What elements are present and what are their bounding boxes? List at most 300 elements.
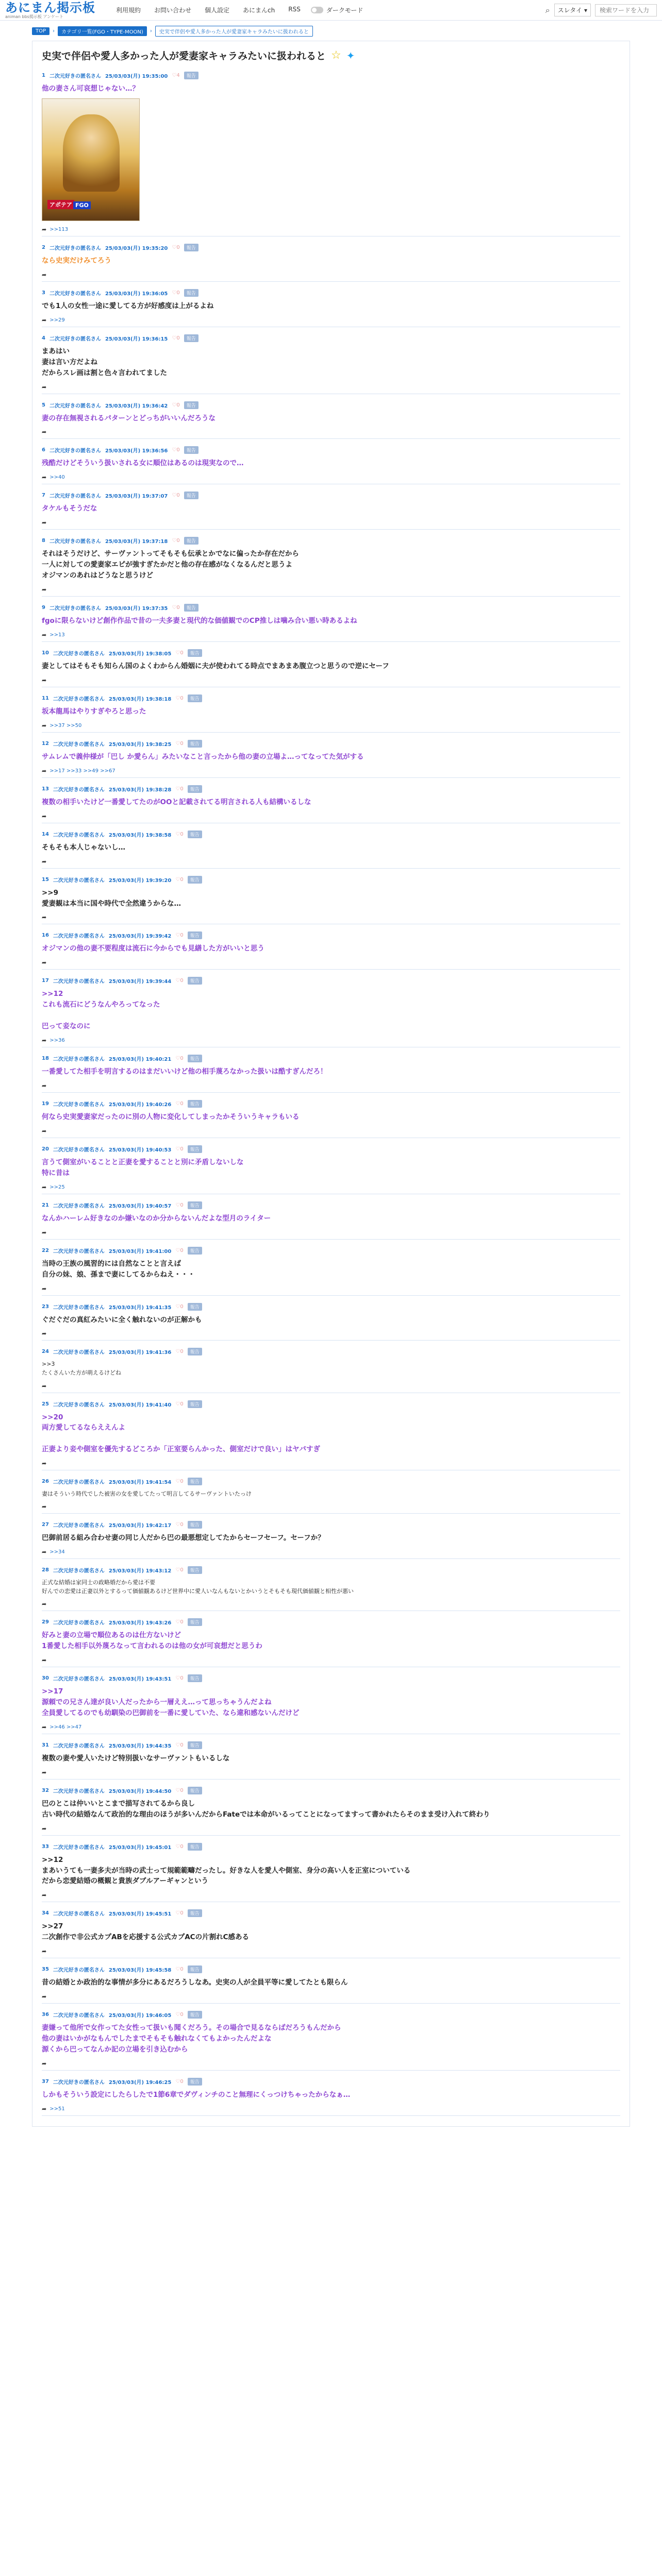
- post-body: >>12 これも流石にどうなんやろってなった 巴って妾なのに: [42, 990, 160, 1031]
- heart-icon: ♡: [175, 1247, 180, 1253]
- reply-line: [42, 813, 620, 820]
- post-number[interactable]: 27: [42, 1522, 49, 1528]
- report-button[interactable]: 報告: [188, 1521, 202, 1529]
- post-number[interactable]: 22: [42, 1247, 49, 1253]
- post: [42, 690, 620, 733]
- good-button[interactable]: [175, 1675, 183, 1681]
- post-number[interactable]: 17: [42, 978, 49, 984]
- post-number[interactable]: 13: [42, 786, 49, 792]
- good-button[interactable]: [175, 1401, 183, 1407]
- reply-icon[interactable]: ➦: [42, 676, 47, 684]
- reply-icon[interactable]: ➦: [42, 1460, 47, 1467]
- reply-icon[interactable]: ➦: [42, 429, 47, 436]
- post-date: 25/03/03(月) 19:45:01: [108, 1844, 172, 1851]
- report-button[interactable]: 報告: [184, 401, 198, 409]
- reply-anchors[interactable]: >>113: [49, 226, 69, 232]
- post-body: 言うて側室がいることと正妻を愛することと別に矛盾しないしな 特に昔は: [42, 1158, 244, 1177]
- post-number[interactable]: 34: [42, 1910, 49, 1917]
- good-count: 0: [180, 831, 184, 837]
- post-number[interactable]: 10: [42, 650, 49, 656]
- post-number[interactable]: 20: [42, 1146, 49, 1152]
- logo-subtext: animan bbs掲示板 アンケート: [5, 14, 63, 19]
- post: [42, 1050, 620, 1093]
- dark-mode-toggle[interactable]: [311, 6, 363, 14]
- report-button[interactable]: 報告: [188, 1348, 202, 1355]
- reply-icon[interactable]: ➦: [42, 1948, 47, 1955]
- post-number[interactable]: 8: [42, 538, 45, 544]
- search-input[interactable]: [595, 4, 657, 16]
- report-button[interactable]: 報告: [188, 1303, 202, 1311]
- post-author: 二次元好きの匿名さん: [53, 1304, 105, 1311]
- post: [42, 2007, 620, 2071]
- reply-icon[interactable]: ➦: [42, 1229, 47, 1236]
- good-button[interactable]: [175, 832, 183, 837]
- chevron-down-icon: ▾: [584, 6, 587, 14]
- post-author: 二次元好きの匿名さん: [49, 606, 101, 612]
- good-button[interactable]: [175, 877, 183, 883]
- reply-line: [42, 2060, 620, 2067]
- post-number[interactable]: 12: [42, 740, 49, 747]
- post-date: 25/03/03(月) 19:41:00: [108, 1248, 172, 1255]
- heart-icon: ♡: [175, 1349, 180, 1355]
- report-button[interactable]: 報告: [184, 244, 198, 251]
- post-author: 二次元好きの匿名さん: [53, 1147, 105, 1153]
- good-count: 0: [180, 1401, 184, 1407]
- good-button[interactable]: [175, 1056, 183, 1061]
- good-button[interactable]: [175, 1619, 183, 1625]
- reply-line: [42, 1383, 620, 1389]
- report-button[interactable]: 報告: [188, 2078, 202, 2086]
- reply-icon[interactable]: ➦: [42, 722, 47, 729]
- heart-icon: ♡: [175, 1303, 180, 1310]
- post-body: 何なら史実愛妻家だったのに別の人物に変化してしまったかそういうキャラもいる: [42, 1112, 300, 1121]
- reply-anchors[interactable]: >>29: [49, 317, 65, 323]
- post-body: 妻はそういう時代でした被害の女を愛してたって明言してるサーヴァントいたっけ: [42, 1490, 252, 1498]
- post-author: 二次元好きの匿名さん: [49, 539, 101, 545]
- report-button[interactable]: 報告: [188, 1566, 202, 1574]
- post-author: 二次元好きの匿名さん: [49, 336, 101, 342]
- reply-anchors[interactable]: >>40: [49, 474, 65, 481]
- reply-icon[interactable]: ➦: [42, 2060, 47, 2067]
- post-header: [42, 1521, 620, 1529]
- post-body: ぐだぐだの真紅みたいに全く触れないのが正解かも: [42, 1315, 202, 1324]
- reply-line: [42, 317, 620, 324]
- reply-icon[interactable]: ➦: [42, 959, 47, 967]
- reply-icon[interactable]: ➦: [42, 1127, 47, 1134]
- report-button[interactable]: 報告: [188, 2011, 202, 2019]
- report-button[interactable]: 報告: [184, 446, 198, 454]
- report-button[interactable]: 報告: [188, 694, 202, 702]
- reply-icon[interactable]: ➦: [42, 1503, 47, 1511]
- report-button[interactable]: 報告: [188, 1247, 202, 1255]
- post-number[interactable]: 7: [42, 493, 45, 499]
- report-button[interactable]: 報告: [184, 289, 198, 297]
- heart-icon: ♡: [172, 493, 177, 499]
- post-header: [42, 492, 620, 499]
- heart-icon: ♡: [175, 933, 180, 939]
- post-number[interactable]: 9: [42, 605, 45, 611]
- post-number[interactable]: 21: [42, 1202, 49, 1208]
- reply-line: [42, 1657, 620, 1664]
- post-number[interactable]: 23: [42, 1303, 49, 1310]
- report-button[interactable]: 報告: [188, 977, 202, 985]
- site-logo[interactable]: [5, 2, 95, 19]
- good-button[interactable]: [172, 290, 179, 296]
- reply-line: [42, 959, 620, 966]
- reply-icon[interactable]: ➦: [42, 1601, 47, 1608]
- post-header: [42, 1674, 620, 1682]
- post-number[interactable]: 2: [42, 244, 45, 250]
- report-button[interactable]: 報告: [184, 334, 198, 342]
- report-button[interactable]: 報告: [184, 537, 198, 545]
- good-count: 0: [180, 1619, 184, 1625]
- post-header: [42, 446, 620, 454]
- post-date: 25/03/03(月) 19:40:21: [108, 1057, 172, 1063]
- post-author: 二次元好きの匿名さん: [53, 741, 105, 748]
- heart-icon: ♡: [172, 538, 177, 544]
- reply-line: [42, 632, 620, 638]
- good-button[interactable]: [172, 335, 179, 341]
- good-button[interactable]: [175, 1788, 183, 1793]
- post-header: [42, 1566, 620, 1574]
- reply-icon[interactable]: ➦: [42, 1723, 47, 1731]
- post-number[interactable]: 35: [42, 1967, 49, 1973]
- post-number[interactable]: 28: [42, 1567, 49, 1573]
- post-author: 二次元好きの匿名さん: [53, 1788, 105, 1794]
- report-button[interactable]: 報告: [188, 1100, 202, 1108]
- report-button[interactable]: 報告: [188, 1618, 202, 1626]
- report-button[interactable]: 報告: [188, 1055, 202, 1062]
- post-header: [42, 1618, 620, 1626]
- post-number[interactable]: 31: [42, 1742, 49, 1748]
- post-author: 二次元好きの匿名さん: [53, 934, 105, 940]
- post-header: [42, 740, 620, 748]
- post-body: なら史実だけみてろう: [42, 256, 111, 265]
- post: [42, 1299, 620, 1341]
- report-button[interactable]: 報告: [188, 831, 202, 838]
- post-body: オジマンの他の妻不要程度は流石に今からでも見繕した方がいいと思う: [42, 944, 264, 953]
- post-number[interactable]: 5: [42, 402, 45, 408]
- report-button[interactable]: 報告: [184, 604, 198, 612]
- post-date: 25/03/03(月) 19:36:42: [105, 403, 168, 409]
- post: [42, 442, 620, 484]
- reply-icon[interactable]: ➦: [42, 1769, 47, 1776]
- reply-anchors[interactable]: >>36: [49, 1038, 65, 1044]
- reply-icon[interactable]: ➦: [42, 1330, 47, 1337]
- post-body: 当時の王族の風習的には自然なことと言えば 自分の妹、娘、孫まで妻にしてるからねえ・・・: [42, 1259, 195, 1279]
- reply-icon[interactable]: ➦: [42, 586, 47, 594]
- good-button[interactable]: [175, 741, 183, 747]
- post-date: 25/03/03(月) 19:36:05: [105, 291, 168, 297]
- star-icon[interactable]: ☆: [331, 49, 341, 62]
- good-count: 0: [180, 650, 184, 656]
- report-button[interactable]: 報告: [188, 1741, 202, 1749]
- nav-contact[interactable]: お問い合わせ: [154, 7, 192, 14]
- dark-mode-label: ダークモード: [326, 7, 363, 14]
- report-button[interactable]: 報告: [188, 1787, 202, 1794]
- post-date: 25/03/03(月) 19:38:58: [108, 832, 172, 838]
- reply-icon[interactable]: ➦: [42, 1037, 47, 1044]
- character-figure: [63, 114, 120, 192]
- post-body: 残酷だけどそういう扱いされる女に順位はあるのは現実なので…: [42, 459, 244, 468]
- reply-icon[interactable]: ➦: [42, 1892, 47, 1899]
- reply-icon[interactable]: ➦: [42, 1657, 47, 1664]
- post-image[interactable]: [42, 98, 140, 221]
- twitter-icon[interactable]: ✦: [346, 49, 355, 62]
- post: [42, 1562, 620, 1611]
- post-number[interactable]: 19: [42, 1100, 49, 1107]
- post-header: [42, 2078, 620, 2086]
- post-number[interactable]: 14: [42, 831, 49, 837]
- post-number[interactable]: 37: [42, 2078, 49, 2084]
- report-button[interactable]: 報告: [188, 1965, 202, 1973]
- reply-icon[interactable]: ➦: [42, 1825, 47, 1832]
- heart-icon: ♡: [175, 1967, 180, 1973]
- post-number[interactable]: 1: [42, 73, 45, 78]
- reply-line: [42, 1549, 620, 1555]
- post-date: 25/03/03(月) 19:44:35: [108, 1743, 172, 1749]
- good-button[interactable]: [175, 1202, 183, 1208]
- good-count: 0: [176, 290, 180, 296]
- post-number[interactable]: 33: [42, 1843, 49, 1850]
- reply-icon[interactable]: ➦: [42, 2105, 47, 2112]
- post-body: >>17 源頼での兄さん達が良い人だったから一層ええ…って思っちゃうんだよね 全員愛してるのでも幼馴染の巴御前を一番に愛していた、なら違和感ないんだけど: [42, 1687, 300, 1717]
- report-button[interactable]: 報告: [188, 1909, 202, 1917]
- report-button[interactable]: 報告: [188, 1201, 202, 1209]
- post-number[interactable]: 25: [42, 1401, 49, 1407]
- good-button[interactable]: [175, 978, 183, 984]
- breadcrumb-category[interactable]: カテゴリ一覧(FGO・TYPE-MOON): [58, 26, 147, 36]
- post: [42, 533, 620, 597]
- good-button[interactable]: [175, 1844, 183, 1850]
- post-body: なんかハーレム好きなのか嫌いなのか分からないんだよな型月のライター: [42, 1214, 271, 1223]
- good-button[interactable]: [175, 1304, 183, 1310]
- good-count: 0: [180, 2078, 184, 2084]
- report-button[interactable]: 報告: [188, 740, 202, 748]
- reply-line: [42, 429, 620, 435]
- good-button[interactable]: [172, 402, 179, 408]
- good-count: 0: [180, 695, 184, 701]
- reply-icon[interactable]: ➦: [42, 1082, 47, 1089]
- good-button[interactable]: [175, 2012, 183, 2018]
- heart-icon: ♡: [175, 1843, 180, 1850]
- post-number[interactable]: 15: [42, 876, 49, 883]
- toggle-switch[interactable]: [311, 7, 323, 13]
- reply-icon[interactable]: ➦: [42, 1285, 47, 1292]
- good-button[interactable]: [175, 1248, 183, 1253]
- post-header: [42, 1303, 620, 1311]
- post-number[interactable]: 4: [42, 335, 45, 341]
- good-button[interactable]: [172, 493, 179, 498]
- good-button[interactable]: [175, 1349, 183, 1354]
- reply-line: [42, 1601, 620, 1607]
- nav-rss[interactable]: RSS: [288, 6, 301, 13]
- reply-anchors[interactable]: >>17 >>33 >>49 >>67: [49, 768, 115, 774]
- reply-icon[interactable]: ➦: [42, 474, 47, 481]
- post: [42, 1783, 620, 1836]
- report-button[interactable]: 報告: [188, 1400, 202, 1408]
- post-number[interactable]: 24: [42, 1349, 49, 1355]
- post-body: そもそも本人じゃないし…: [42, 843, 125, 852]
- nav-animanch[interactable]: あにまんch: [243, 7, 275, 14]
- good-button[interactable]: [175, 786, 183, 792]
- post: [42, 1096, 620, 1138]
- reply-icon[interactable]: ➦: [42, 631, 47, 638]
- report-button[interactable]: 報告: [184, 72, 198, 79]
- good-button[interactable]: [172, 73, 179, 78]
- post-body: >>3 たくさんいた方が萌えるけどね: [42, 1361, 121, 1377]
- good-button[interactable]: [172, 245, 179, 250]
- good-button[interactable]: [175, 1522, 183, 1528]
- heart-icon: ♡: [175, 1787, 180, 1793]
- good-button[interactable]: [175, 1479, 183, 1484]
- heart-icon: ♡: [172, 605, 177, 611]
- reply-icon[interactable]: ➦: [42, 1993, 47, 2001]
- reply-icon[interactable]: ➦: [42, 1549, 47, 1556]
- reply-anchors[interactable]: >>34: [49, 1549, 65, 1555]
- good-button[interactable]: [175, 1910, 183, 1916]
- good-count: 0: [180, 1349, 184, 1355]
- reply-icon[interactable]: ➦: [42, 914, 47, 921]
- reply-anchors[interactable]: >>46 >>47: [49, 1724, 82, 1730]
- post-date: 25/03/03(月) 19:38:28: [108, 787, 172, 793]
- report-button[interactable]: 報告: [188, 785, 202, 793]
- report-button[interactable]: 報告: [188, 649, 202, 657]
- heart-icon: ♡: [175, 1567, 180, 1573]
- main-nav: [116, 6, 301, 14]
- post-number[interactable]: 36: [42, 2012, 49, 2018]
- good-button[interactable]: [172, 447, 179, 453]
- post-number[interactable]: 6: [42, 447, 45, 453]
- report-button[interactable]: 報告: [188, 876, 202, 884]
- post-header: [42, 876, 620, 884]
- post-body: まあはい 妻は言い方だよね だからスレ画は割と色々言われてました: [42, 347, 167, 377]
- post-date: 25/03/03(月) 19:40:57: [108, 1203, 172, 1209]
- post-body: 巴のとこは仲いいとこまで描写されてるから良し 古い時代の結婚なんて政治的な理由のほうが多いんだからFateでは本命がいるってことになってますって書かれたらそのまま受け入れて終わり: [42, 1799, 490, 1819]
- good-count: 0: [180, 933, 184, 939]
- post-date: 25/03/03(月) 19:43:12: [108, 1568, 172, 1574]
- good-count: 0: [176, 538, 180, 544]
- post: [42, 600, 620, 642]
- breadcrumb-separator: ›: [150, 28, 152, 34]
- post-header: [42, 1055, 620, 1062]
- post: [42, 397, 620, 439]
- post: [42, 67, 620, 236]
- post-number[interactable]: 18: [42, 1056, 49, 1062]
- good-count: 0: [176, 605, 180, 611]
- reply-icon[interactable]: ➦: [42, 1382, 47, 1389]
- post: [42, 1243, 620, 1296]
- post-date: 25/03/03(月) 19:41:40: [108, 1402, 172, 1408]
- report-button[interactable]: 報告: [188, 1674, 202, 1682]
- post-number[interactable]: 26: [42, 1479, 49, 1485]
- post-number[interactable]: 30: [42, 1675, 49, 1682]
- post-author: 二次元好きの匿名さん: [53, 651, 105, 657]
- post-body: サムレムで義仲様が「巴し か愛らん」みたいなこと言ったから他の妻の立場よ…ってなってた気がする: [42, 752, 364, 761]
- post-number[interactable]: 3: [42, 290, 45, 296]
- report-button[interactable]: 報告: [188, 931, 202, 939]
- good-button[interactable]: [172, 605, 179, 611]
- report-button[interactable]: 報告: [188, 1145, 202, 1153]
- post-author: 二次元好きの匿名さん: [53, 2079, 105, 2086]
- post-date: 25/03/03(月) 19:40:53: [108, 1147, 172, 1153]
- post-body: 妻としてはそもそも知らん国のよくわからん婚姻に夫が使われてる時点でまあまあ腹立つと思うので逆にセーフ: [42, 662, 389, 670]
- reply-icon[interactable]: ➦: [42, 1183, 47, 1191]
- reply-anchors[interactable]: >>13: [49, 632, 65, 638]
- reply-icon[interactable]: ➦: [42, 767, 47, 774]
- heart-icon: ♡: [175, 876, 180, 883]
- good-button[interactable]: [175, 1146, 183, 1152]
- post: [42, 973, 620, 1047]
- reply-icon[interactable]: ➦: [42, 271, 47, 278]
- post: [42, 645, 620, 687]
- good-button[interactable]: [175, 933, 183, 938]
- reply-anchors[interactable]: >>51: [49, 2106, 65, 2112]
- post: [42, 1473, 620, 1514]
- post-author: 二次元好きの匿名さん: [49, 403, 101, 409]
- post-header: [42, 1100, 620, 1108]
- post-author: 二次元好きの匿名さん: [53, 832, 105, 838]
- good-button[interactable]: [175, 650, 183, 656]
- post-author: 二次元好きの匿名さん: [53, 787, 105, 793]
- thread-title-row: [42, 48, 620, 62]
- reply-anchors[interactable]: >>37 >>50: [49, 722, 82, 728]
- reply-icon[interactable]: ➦: [42, 519, 47, 527]
- good-count: 0: [180, 1910, 184, 1917]
- reply-icon[interactable]: ➦: [42, 226, 47, 233]
- post-number[interactable]: 16: [42, 933, 49, 939]
- good-button[interactable]: [175, 1567, 183, 1573]
- nav-terms[interactable]: 利用規約: [116, 7, 141, 14]
- search-icon[interactable]: ⌕: [545, 5, 550, 15]
- good-button[interactable]: [175, 1742, 183, 1748]
- heart-icon: ♡: [175, 1522, 180, 1528]
- post-number[interactable]: 32: [42, 1787, 49, 1793]
- reply-icon[interactable]: ➦: [42, 316, 47, 324]
- post: [42, 1517, 620, 1559]
- breadcrumb-top[interactable]: TOP: [32, 27, 49, 35]
- report-button[interactable]: 報告: [188, 1843, 202, 1851]
- post-author: 二次元好きの匿名さん: [53, 1402, 105, 1408]
- post-date: 25/03/03(月) 19:36:15: [105, 336, 168, 342]
- good-button[interactable]: [175, 2079, 183, 2084]
- post-number[interactable]: 29: [42, 1619, 49, 1625]
- good-button[interactable]: [172, 538, 179, 544]
- reply-icon[interactable]: ➦: [42, 812, 47, 820]
- search-scope-select[interactable]: [554, 4, 591, 16]
- nav-settings[interactable]: 個人設定: [205, 7, 230, 14]
- good-button[interactable]: [175, 696, 183, 701]
- good-button[interactable]: [175, 1101, 183, 1107]
- reply-line: [42, 586, 620, 593]
- heart-icon: ♡: [175, 1056, 180, 1062]
- heart-icon: ♡: [175, 1742, 180, 1748]
- good-count: 0: [180, 1202, 184, 1208]
- good-count: 0: [180, 1522, 184, 1528]
- breadcrumb: [32, 26, 630, 37]
- good-button[interactable]: [175, 1967, 183, 1972]
- post-header: [42, 1247, 620, 1255]
- heart-icon: ♡: [172, 402, 177, 408]
- report-button[interactable]: 報告: [184, 492, 198, 499]
- reply-icon[interactable]: ➦: [42, 383, 47, 391]
- post-number[interactable]: 11: [42, 695, 49, 701]
- reply-icon[interactable]: ➦: [42, 858, 47, 865]
- post-author: 二次元好きの匿名さん: [49, 448, 101, 454]
- report-button[interactable]: 報告: [188, 1478, 202, 1485]
- reply-anchors[interactable]: >>25: [49, 1184, 65, 1190]
- post-header: [42, 72, 620, 79]
